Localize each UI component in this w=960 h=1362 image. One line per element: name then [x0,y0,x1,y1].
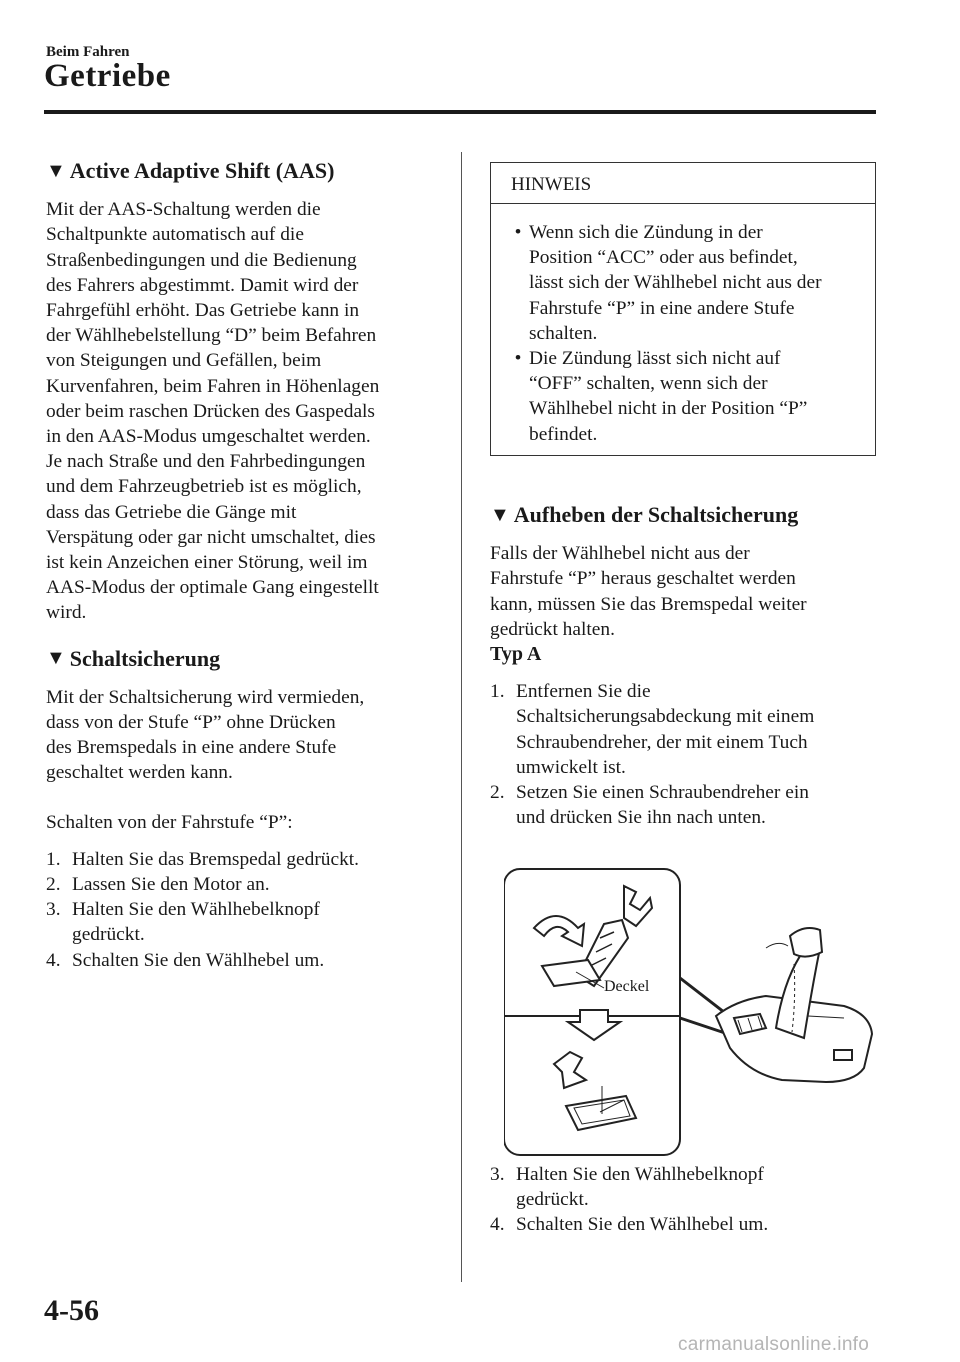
note-title: HINWEIS [511,174,592,195]
text-line: Fahrstufe “P” heraus geschaltet werden [490,568,796,590]
list-item [46,847,436,872]
release-paragraph [490,541,880,642]
text-line: oder beim raschen Drücken des Gaspedals [46,400,375,422]
text-line: Fahrgefühl erhöht. Das Getriebe kann in [46,300,360,322]
step-text: Schalten Sie den Wählhebel um. [72,949,325,971]
triangle-bullet-icon: ▼ [46,159,66,182]
text-line: Verspätung oder gar nicht umschaltet, dies [46,526,376,548]
list-item [490,780,880,830]
watermark: carmanualsonline.info [678,1334,870,1355]
note-text: Fahrstufe “P” in eine andere Stufe [529,297,795,319]
list-item [490,679,880,780]
step-text: gedrückt. [72,924,145,946]
shift-lock-heading-text: Schaltsicherung [69,645,221,671]
step-text: Halten Sie das Bremspedal gedrückt. [72,848,360,870]
note-text: Position “ACC” oder aus befindet, [529,247,798,269]
shift-lock-heading [46,646,436,671]
step-number: 2. [490,782,505,804]
column-divider [461,152,462,1282]
list-item [46,948,436,973]
triangle-bullet-icon: ▼ [490,503,510,526]
list-item [507,346,867,447]
step-text: Lassen Sie den Motor an. [72,874,270,896]
release-heading-text: Aufheben der Schaltsicherung [513,502,799,527]
push-arrow-icon [554,1052,586,1088]
illustration-label: Deckel [604,978,650,995]
text-line: kann, müssen Sie das Bremspedal weiter [490,593,807,615]
step-number: 1. [490,681,505,703]
step-text: gedrückt. [516,1189,589,1211]
text-line: Mit der AAS-Schaltung werden die [46,199,321,221]
header-rule [44,110,876,114]
text-line: Falls der Wählhebel nicht aus der [490,543,750,565]
step-number: 3. [46,899,61,921]
text-line: Straßenbedingungen und die Bedienung [46,249,357,271]
text-line: Kurvenfahren, beim Fahren in Höhenlagen [46,375,380,397]
curved-arrow-icon [534,916,584,946]
text-line: wird. [46,602,87,624]
down-arrow-icon [568,1010,620,1040]
right-column [490,502,880,830]
text-line: in den AAS-Modus umgeschaltet werden. [46,426,371,448]
release-steps-b [490,1162,880,1238]
step-text: Schaltsicherungsabdeckung mit einem [516,706,815,728]
side-switch [834,1050,852,1060]
bullet: • [514,348,522,370]
note-divider [491,203,875,204]
text-line: des Bremspedals in eine andere Stufe [46,737,337,759]
step-text: Setzen Sie einen Schraubendreher ein [516,782,809,804]
note-text: schalten. [529,322,598,344]
text-line: gedrückt halten. [490,618,615,640]
text-line: dass von der Stufe “P” ohne Drücken [46,712,336,734]
list-item [490,1212,880,1237]
list-item [46,897,436,947]
wrench-icon [624,886,652,926]
text-line: Je nach Straße und den Fahrbedingungen [46,451,366,473]
triangle-bullet-icon: ▼ [46,647,66,670]
text-line: des Fahrers abgestimmt. Damit wird der [46,274,359,296]
text-line: dass das Getriebe die Gänge mit [46,501,297,523]
text-line: Schaltpunkte automatisch auf die [46,224,304,246]
shift-lock-steps [46,847,436,973]
shift-lock-release-illustration [504,868,880,1158]
left-column [46,158,436,973]
page-number: 4-56 [44,1294,99,1327]
text-line: geschaltet werden kann. [46,762,233,784]
note-text: befindet. [529,423,598,445]
note-text: Wenn sich die Zündung in der [529,222,763,243]
step-text: umwickelt ist. [516,756,626,778]
step-text: Schalten Sie den Wählhebel um. [516,1214,769,1236]
text-line: von Steigungen und Gefällen, beim [46,350,322,372]
note-box [490,162,876,456]
step-text: Halten Sie den Wählhebelknopf [72,899,320,921]
step-number: 4. [46,949,61,971]
text-line: und dem Fahrzeugbetrieb ist es möglich, [46,476,362,498]
step-text: Halten Sie den Wählhebelknopf [516,1164,764,1185]
list-item [46,872,436,897]
step-number: 4. [490,1214,505,1236]
list-item [490,1162,880,1212]
step-text: Schraubendreher, der mit einem Tuch [516,731,808,753]
step-number: 2. [46,874,61,896]
aas-heading-text: Active Adaptive Shift (AAS) [69,158,335,183]
cover-plate [542,960,600,986]
section-label: Beim Fahren [46,44,130,60]
aas-paragraph [46,197,436,625]
list-item [507,220,867,346]
bullet: • [514,222,522,243]
chapter-title: Getriebe [44,58,171,94]
note-text: lässt sich der Wählhebel nicht aus der [529,272,822,294]
text-line: der Wählhebelstellung “D” beim Befahren [46,325,377,347]
text-line: AAS-Modus der optimale Gang eingestellt [46,577,379,599]
shift-lock-paragraph [46,685,436,786]
note-text: Wählhebel nicht in der Position “P” [529,398,808,420]
note-text: Die Zündung lässt sich nicht auf [529,348,781,370]
release-heading [490,502,880,527]
aas-heading [46,158,436,183]
step-text: und drücken Sie ihn nach unten. [516,807,766,829]
step-text: Entfernen Sie die [516,681,651,703]
note-text: “OFF” schalten, wenn sich der [529,373,768,395]
right-column-lower [490,1162,880,1238]
step-number: 1. [46,848,61,870]
shift-lock-intro: Schalten von der Fahrstufe “P”: [46,811,293,833]
release-steps-a [490,679,880,830]
shift-knob [790,928,822,957]
text-line: ist kein Anzeichen einer Störung, weil im [46,552,368,574]
type-label: Typ A [490,643,542,666]
note-list [507,220,867,447]
text-line: Mit der Schaltsicherung wird vermieden, [46,686,365,708]
step-number: 3. [490,1164,505,1185]
